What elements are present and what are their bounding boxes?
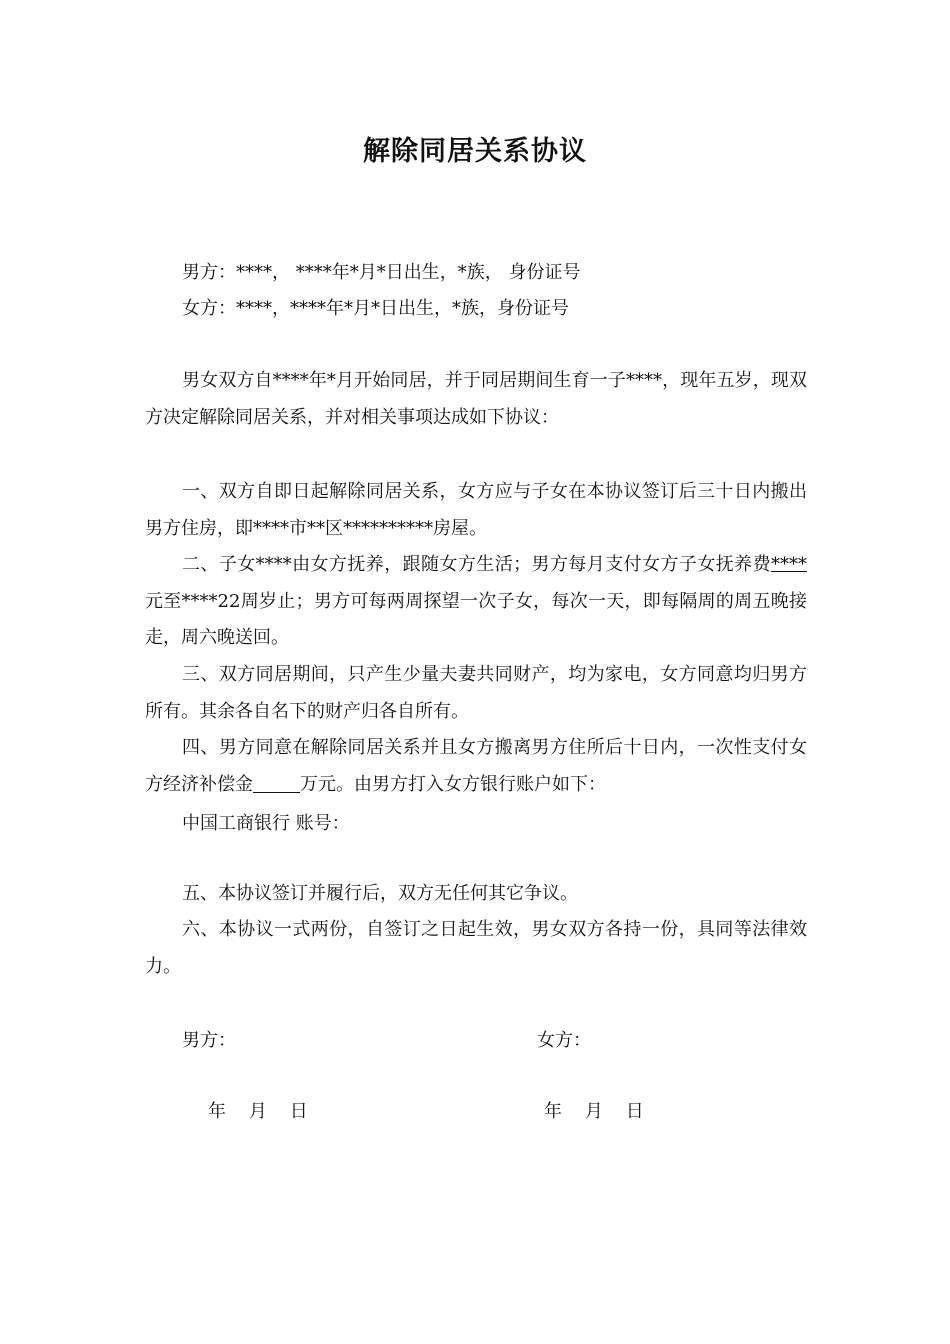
compensation-blank	[253, 774, 300, 793]
bank-account-line: 中国工商银行 账号：	[182, 813, 350, 834]
male-party-info: 男方：****， ****年*月*日出生，*族， 身份证号	[182, 262, 581, 283]
clause-3: 三、双方同居期间，只产生少量夫妻共同财产，均为家电，女方同意均归男方所有。其余各自名下的财产归各自所有。	[145, 664, 807, 722]
clause-4	[145, 730, 807, 803]
female-signature-label: 女方：	[537, 1030, 591, 1051]
clause-4-text-b: 万元。由男方打入女方银行账户如下：	[300, 773, 606, 795]
male-signature-date: 年 月 日	[208, 1101, 308, 1122]
intro-paragraph: 男女双方自****年*月开始同居，并于同居期间生育一子****，现年五岁，现双方决定解除同居关系，并对相关事项达成如下协议：	[145, 370, 807, 428]
clause-2-text-b: 元至****22周岁止；男方可每两周探望一次子女，每次一天，即每隔周的周五晚接走，周六晚送回。	[145, 590, 807, 648]
clause-6: 六、本协议一式两份，自签订之日起生效，男女双方各持一份，具同等法律效力。	[145, 919, 807, 977]
clause-2-amount: ****	[771, 554, 807, 575]
clause-2	[145, 547, 807, 657]
clause-2-text-a: 二、子女****由女方抚养，跟随女方生活；男方每月支付女方子女抚养费	[182, 554, 771, 575]
clause-1: 一、双方自即日起解除同居关系，女方应与子女在本协议签订后三十日内搬出男方住房，即****市**区**********房屋。	[145, 481, 807, 539]
document-title: 解除同居关系协议	[363, 136, 587, 167]
female-party-info: 女方：****，****年*月*日出生，*族，身份证号	[182, 298, 569, 319]
male-signature-label: 男方：	[182, 1030, 236, 1051]
clause-5: 五、本协议签订并履行后，双方无任何其它争议。	[182, 883, 578, 904]
clause-4-text-a: 四、男方同意在解除同居关系并且女方搬离男方住所后十日内，一次性支付女方经济补偿金	[145, 737, 807, 795]
female-signature-date: 年 月 日	[544, 1101, 644, 1122]
